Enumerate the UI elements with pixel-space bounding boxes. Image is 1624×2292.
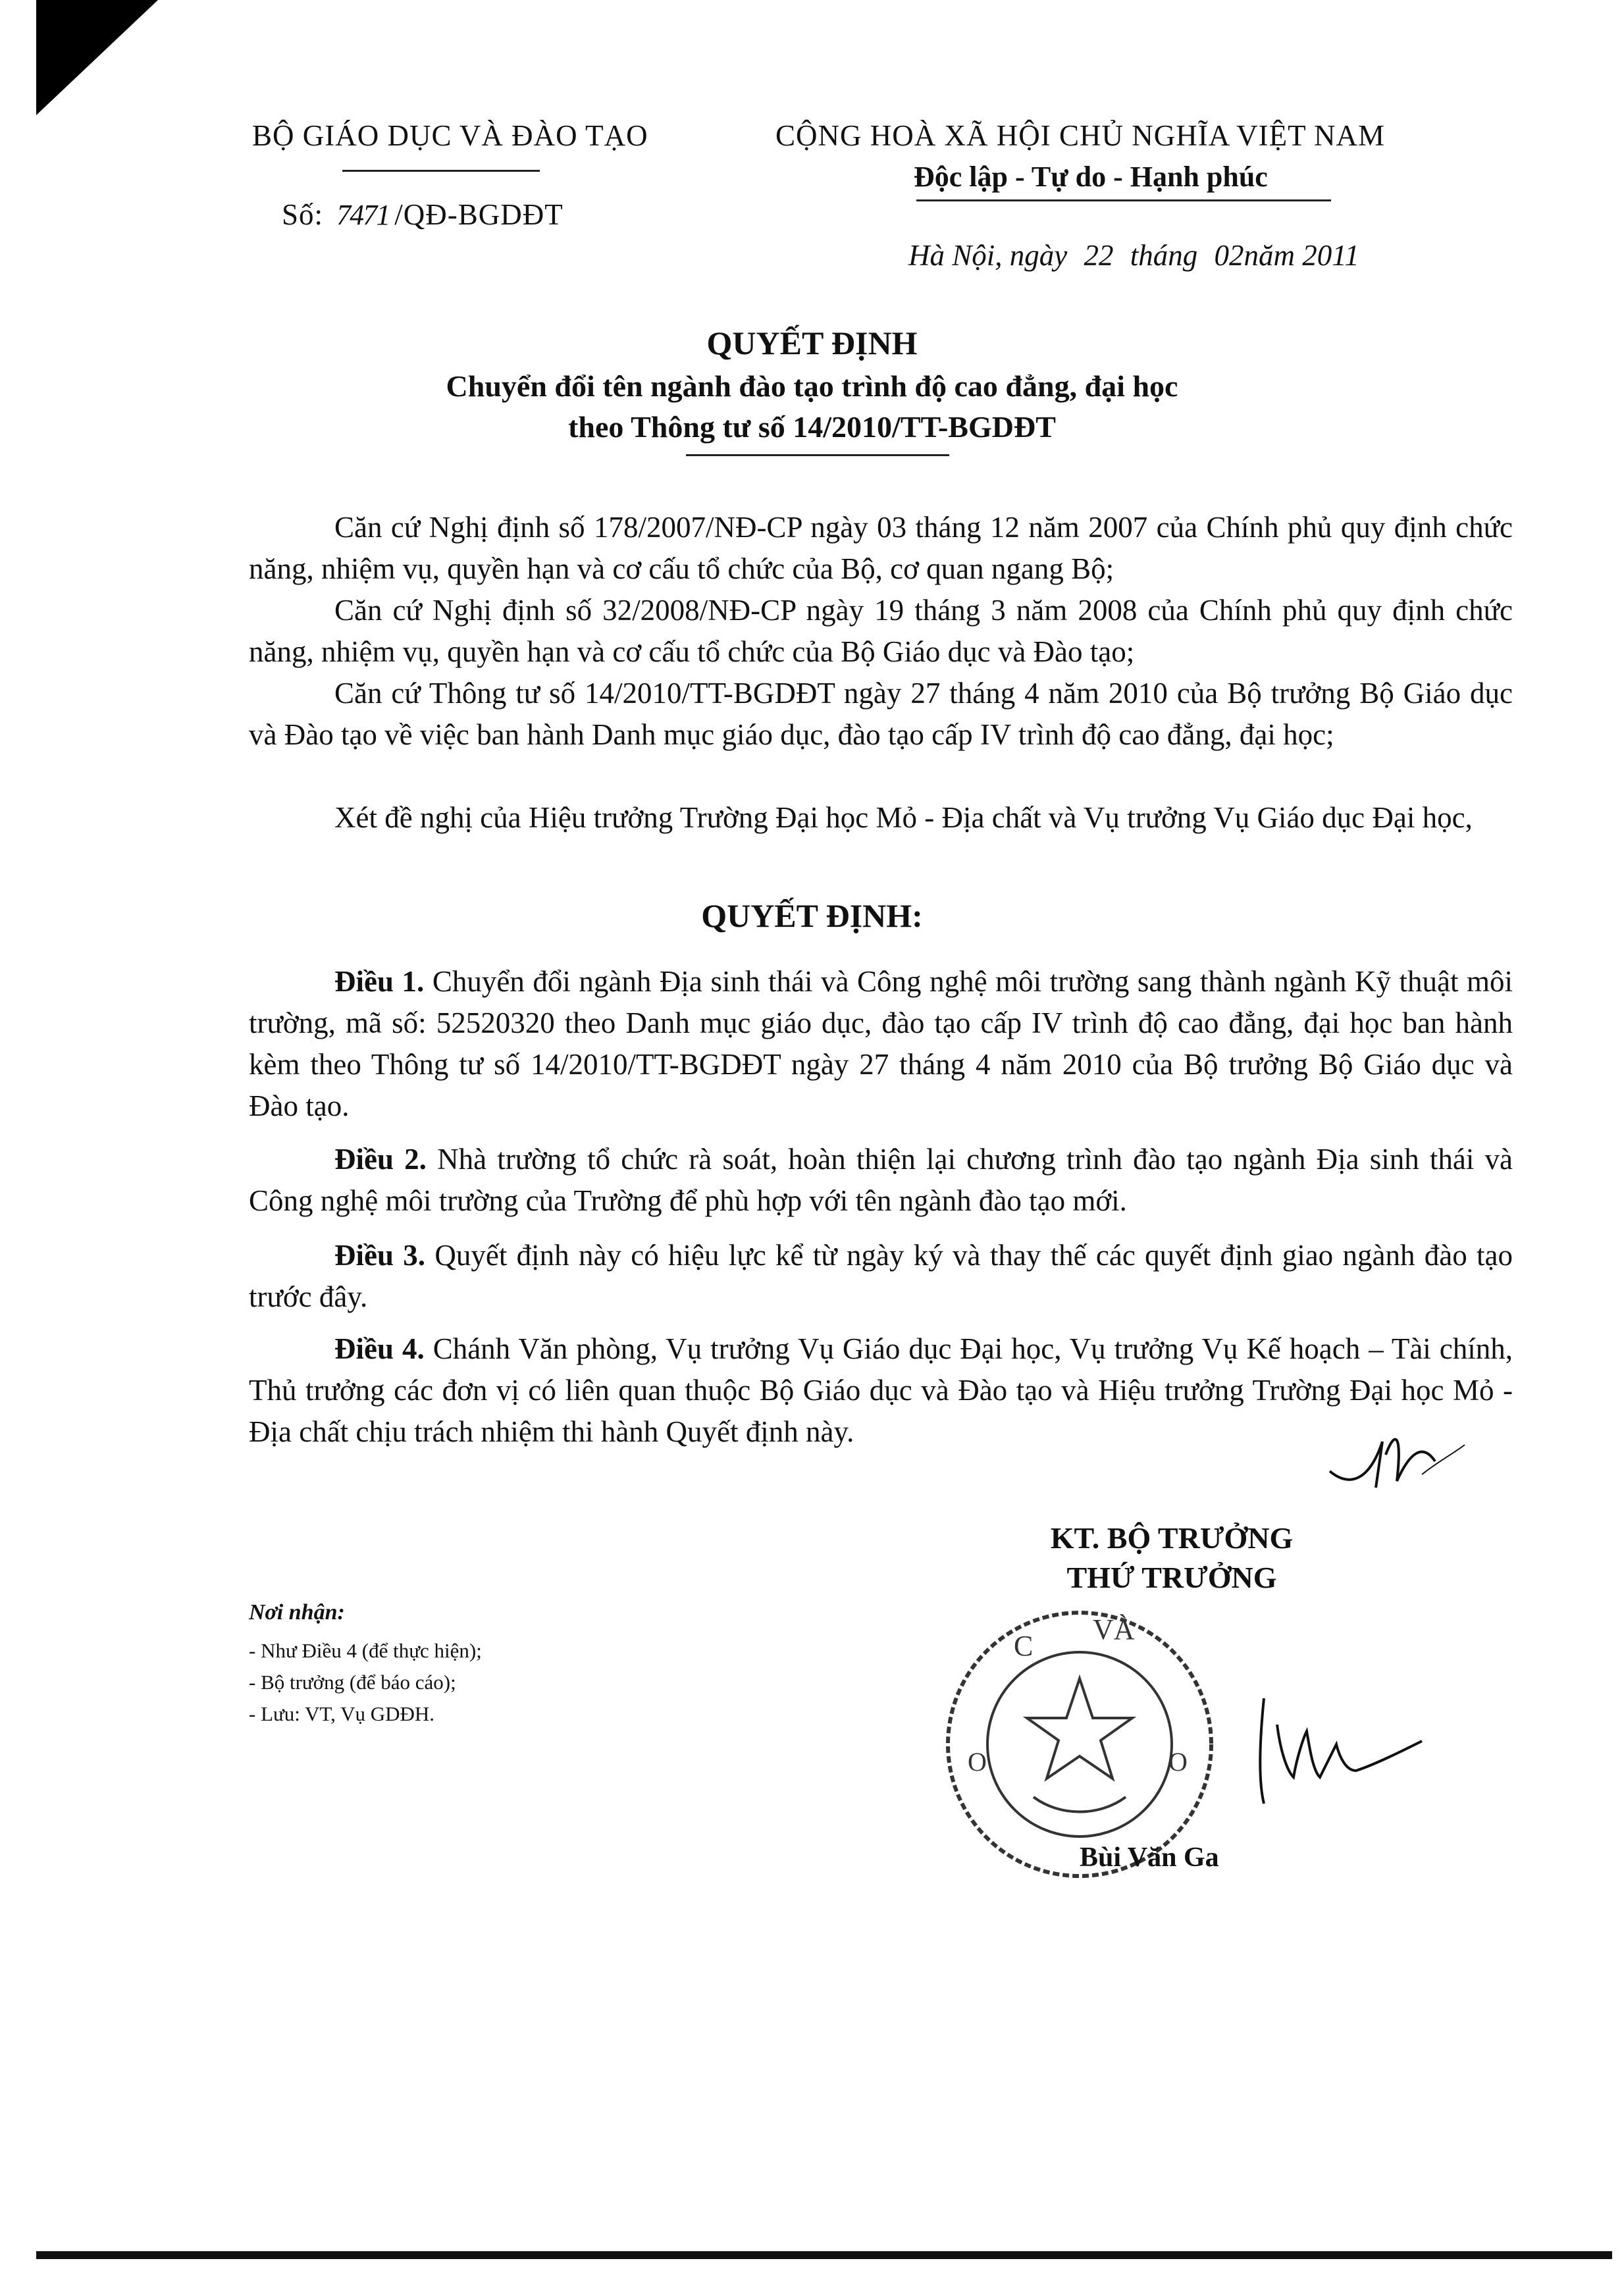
country-name: CỘNG HOÀ XÃ HỘI CHỦ NGHĨA VIỆT NAM: [775, 119, 1386, 152]
svg-text:C: C: [1014, 1630, 1034, 1662]
document-subtitle-line1: Chuyển đổi tên ngành đào tạo trình độ cao đẳng, đại học: [446, 369, 1178, 403]
article-label: Điều 2.: [334, 1143, 427, 1176]
recipients-title: Nơi nhận:: [249, 1600, 345, 1625]
article-label: Điều 3.: [334, 1239, 426, 1272]
article-label: Điều 1.: [334, 965, 425, 998]
date-place: Hà Nội, ngày: [908, 239, 1068, 272]
handwritten-signature: [1251, 1679, 1448, 1810]
preamble-paragraph: Xét đề nghị của Hiệu trưởng Trường Đại học Mỏ - Địa chất và Vụ trưởng Vụ Giáo dục Đại học,: [334, 801, 1473, 834]
preamble-paragraph: Căn cứ Thông tư số 14/2010/TT-BGDĐT ngày 27 tháng 4 năm 2010 của Bộ trưởng Bộ Giáo dục và Đào tạo về việc ban hành Danh mục giáo dục, đào tạo cấp IV trình độ cao đẳng, đại học;: [249, 677, 1513, 751]
initials-mark: [1323, 1415, 1468, 1501]
date-year: năm 2011: [1244, 239, 1359, 272]
document-number: [282, 197, 563, 232]
ministry-name: BỘ GIÁO DỤC VÀ ĐÀO TẠO: [252, 119, 648, 152]
svg-text:O: O: [1168, 1747, 1188, 1777]
national-motto: Độc lập - Tự do - Hạnh phúc: [914, 161, 1268, 193]
ministry-underline: [342, 170, 540, 172]
number-suffix: /QĐ-BGDĐT: [394, 198, 563, 231]
date-month: 02: [1214, 239, 1244, 272]
article-1: [249, 961, 1513, 1127]
article-2: [249, 1139, 1513, 1222]
article-text: Chuyển đổi ngành Địa sinh thái và Công nghệ môi trường sang thành ngành Kỹ thuật môi trường, mã số: 52520320 theo Danh mục giáo dục, đào tạo cấp IV trình độ cao đẳng, đại học ban hành kèm theo Thông tư số 14/2010/TT-BGDĐT ngày 27 tháng 4 năm 2010 của Bộ trưởng Bộ Giáo dục và Đào tạo.: [249, 965, 1513, 1122]
document-title: QUYẾT ĐỊNH: [706, 325, 918, 361]
article-text: Chánh Văn phòng, Vụ trưởng Vụ Giáo dục Đại học, Vụ trưởng Vụ Kế hoạch – Tài chính, Thủ trưởng các đơn vị có liên quan thuộc Bộ Giáo dục và Đào tạo và Hiệu trưởng Trường Đại học Mỏ - Địa chất chịu trách nhiệm thi hành Quyết định này.: [249, 1332, 1513, 1448]
svg-text:VÀ: VÀ: [1093, 1613, 1135, 1646]
article-text: Quyết định này có hiệu lực kể từ ngày ký và thay thế các quyết định giao ngành đào tạo trước đây.: [249, 1239, 1513, 1313]
recipient-item: - Như Điều 4 (để thực hiện);: [249, 1639, 482, 1662]
date-day: 22: [1084, 239, 1114, 272]
signer-name: Bùi Văn Ga: [1080, 1842, 1219, 1873]
recipient-item: - Bộ trưởng (để báo cáo);: [249, 1671, 456, 1694]
signature-title-2: THỨ TRƯỞNG: [1066, 1561, 1277, 1594]
article-label: Điều 4.: [334, 1332, 425, 1365]
preamble-paragraph: Căn cứ Nghị định số 178/2007/NĐ-CP ngày 03 tháng 12 năm 2007 của Chính phủ quy định chức năng, nhiệm vụ, quyền hạn và cơ cấu tổ chức của Bộ, cơ quan ngang Bộ;: [249, 511, 1513, 585]
article-3: [249, 1235, 1513, 1318]
title-underline: [686, 454, 949, 456]
page-bottom-border: [36, 2251, 1612, 2259]
decision-heading: QUYẾT ĐỊNH:: [701, 897, 923, 934]
document-subtitle-line2: theo Thông tư số 14/2010/TT-BGDĐT: [568, 410, 1056, 444]
date-month-label: tháng: [1130, 239, 1198, 272]
number-handwritten: 7471: [336, 199, 390, 231]
number-prefix: Số:: [282, 198, 324, 231]
article-text: Nhà trường tổ chức rà soát, hoàn thiện lại chương trình đào tạo ngành Địa sinh thái và Công nghệ môi trường của Trường để phù hợp với tên ngành đào tạo mới.: [249, 1143, 1513, 1217]
issue-date: [908, 238, 1359, 273]
corner-mark: [36, 0, 158, 115]
svg-text:O: O: [968, 1747, 987, 1777]
signature-title-1: KT. BỘ TRƯỞNG: [1050, 1521, 1294, 1555]
motto-underline: [916, 199, 1331, 201]
recipient-item: - Lưu: VT, Vụ GDĐH.: [249, 1702, 435, 1725]
preamble-paragraph: Căn cứ Nghị định số 32/2008/NĐ-CP ngày 19 tháng 3 năm 2008 của Chính phủ quy định chức năng, nhiệm vụ, quyền hạn và cơ cấu tổ chức của Bộ Giáo dục và Đào tạo;: [249, 594, 1513, 668]
